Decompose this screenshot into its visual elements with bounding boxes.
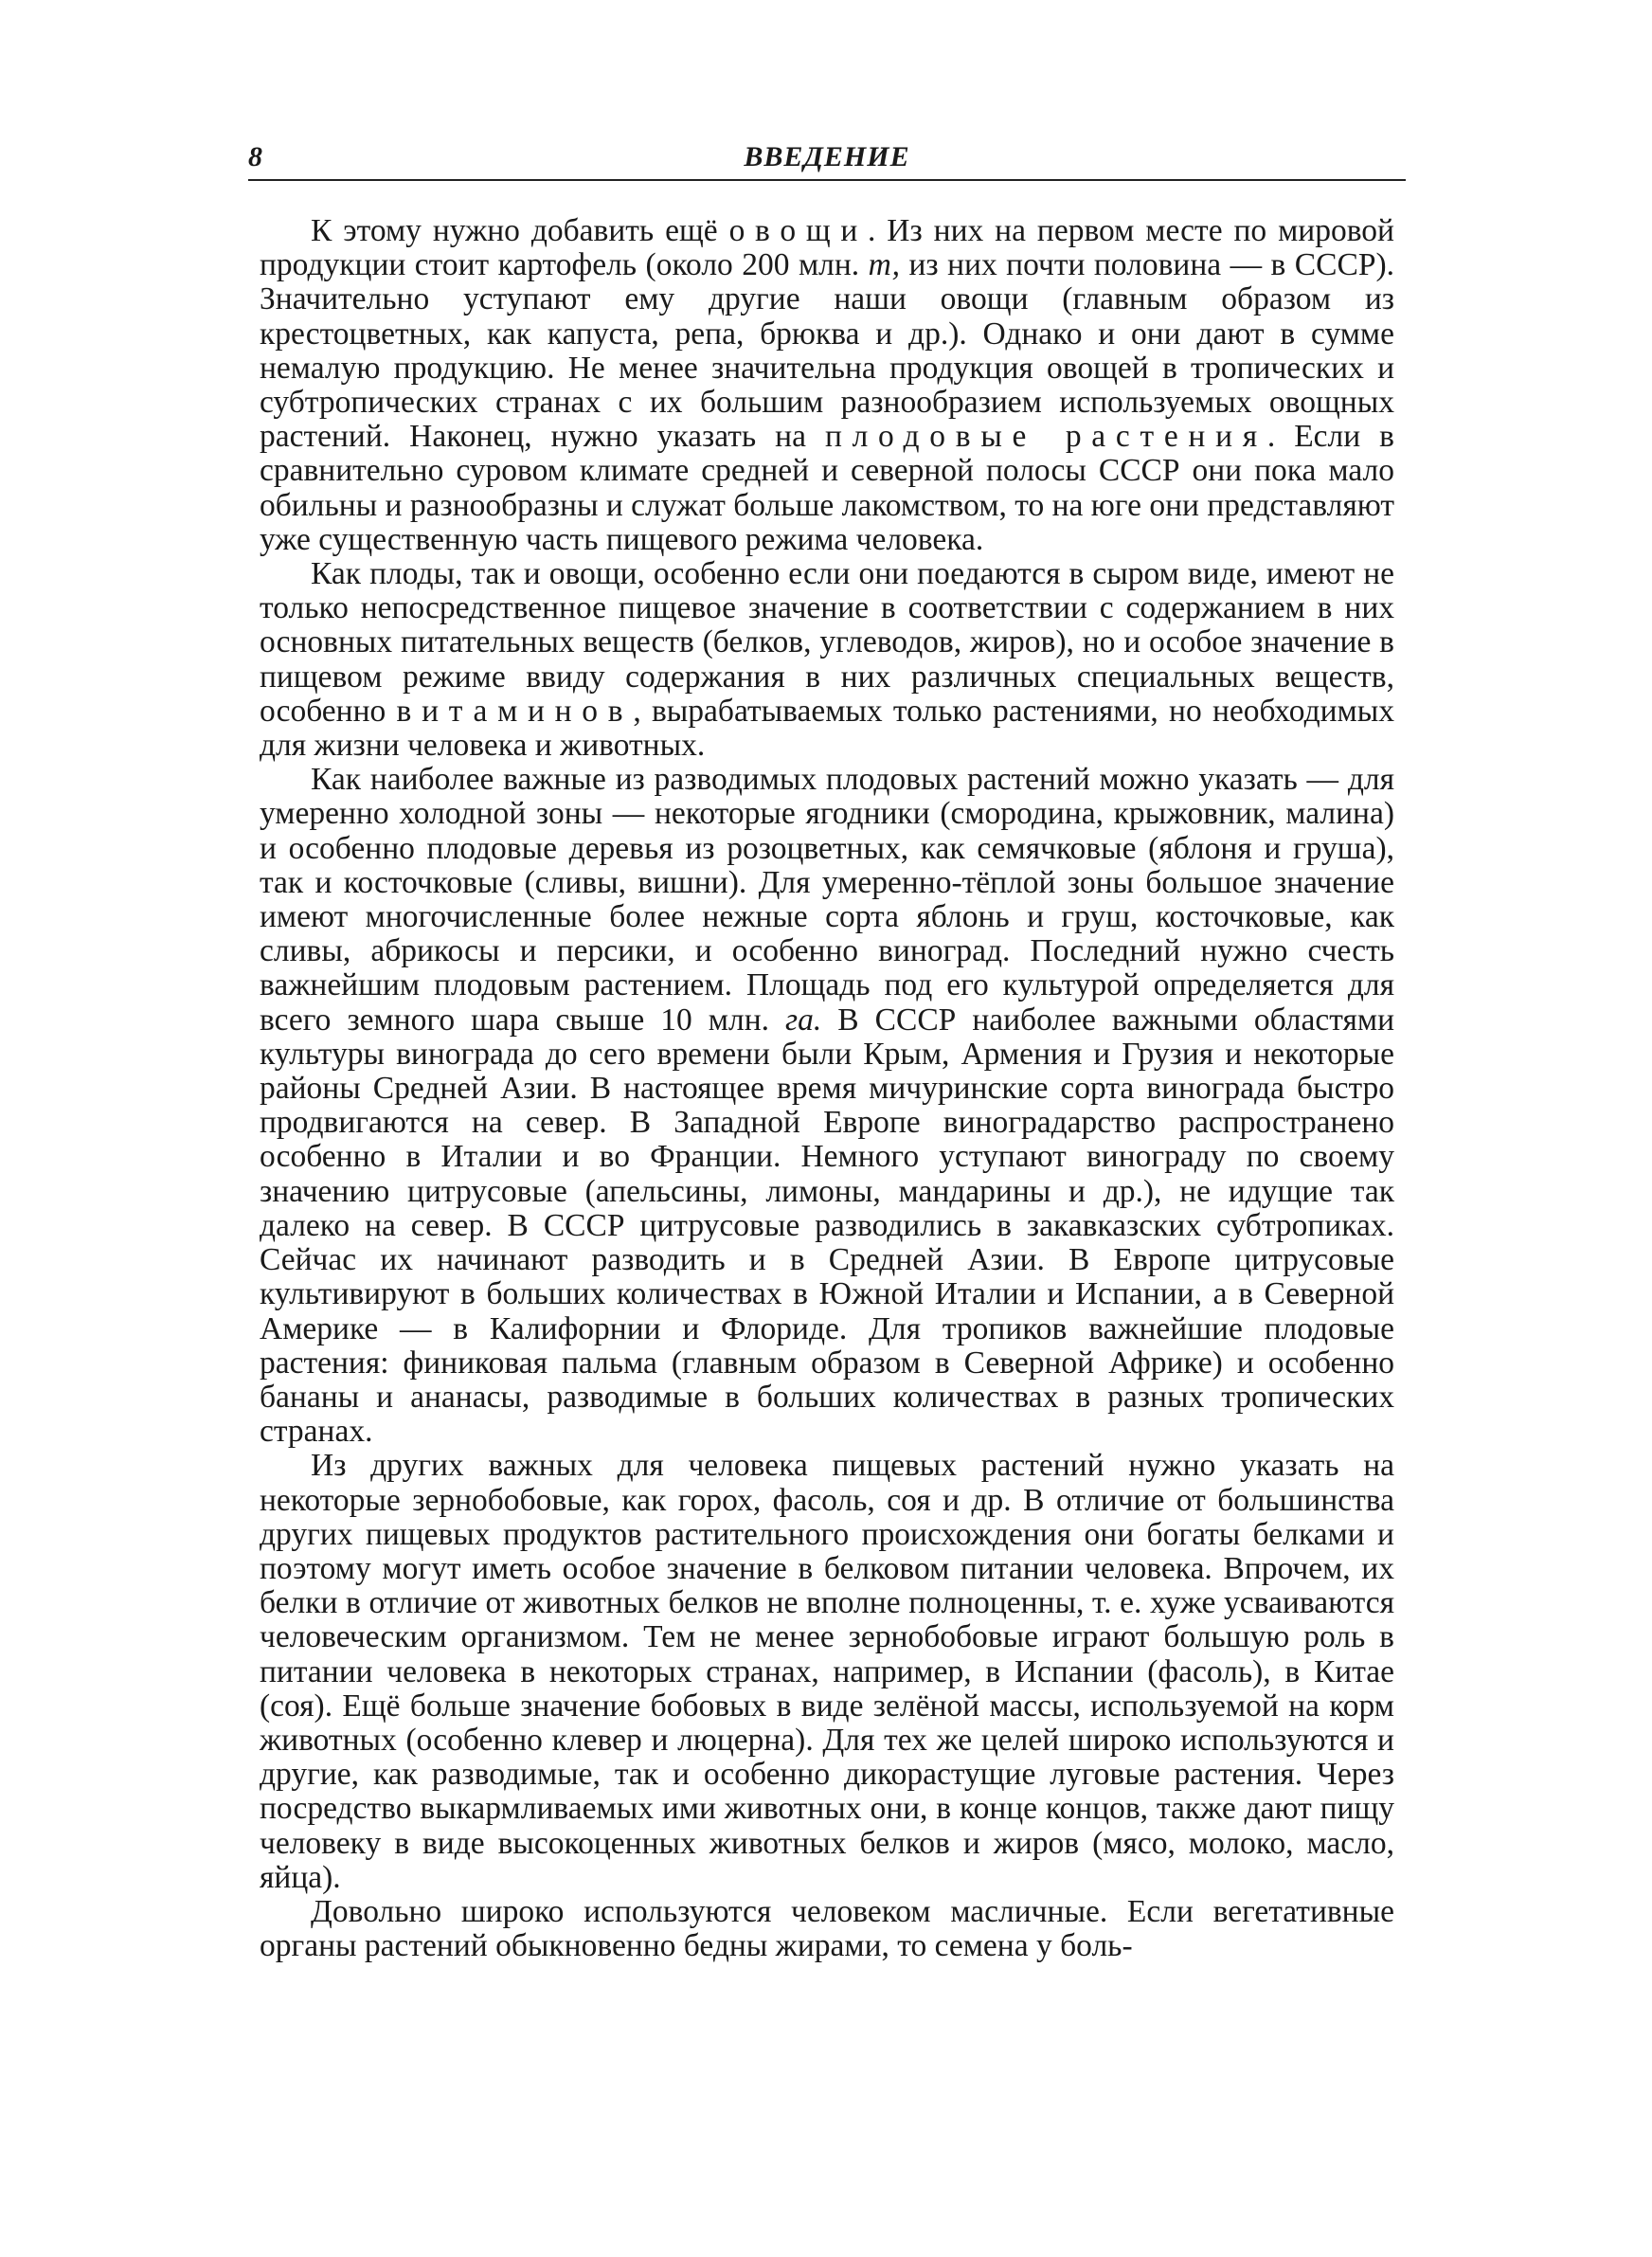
text-run: К этому нужно добавить ещё	[311, 213, 729, 248]
spaced-term-fruit-plants: плодовые растения	[824, 419, 1267, 455]
text-run: . Если в сравнительно суровом климате средней и северной полосы СССР они пока мало обильны и разнообразны и служат больше лакомством, то на юге они представляют уже существенную часть пищевого режима человека.	[260, 419, 1394, 557]
text-run: из них почти половина — в СССР). Значительно уступают ему другие наши овощи (главным образом из крестоцветных, как капуста, репа, брюква и др.). Однако и они дают в сумме немалую продукцию. Не менее значительна продукция овощей в тропических и субтропических странах с их большим разнообразием используемых овощных растений. Наконец, нужно указать на	[260, 247, 1394, 455]
text-run: В СССР наиболее важными областями культуры винограда до сего времени были Крым, Армения и Грузия и некоторые районы Средней Азии. В настоящее время мичуринские сорта винограда быстро продвигаются на север. В Западной Европе виноградарство распространено особенно в Италии и во Франции. Немного уступают винограду по своему значению цитрусовые (апельсины, лимоны, мандарины и др.), не идущие так далеко на север. В СССР цитрусовые разводились в закавказских субтропиках. Сейчас их начинают разводить и в Средней Азии. В Европе цитрусовые культивируют в больших количествах в Южной Италии и Испании, а в Северной Америке — в Калифорнии и Флориде. Для тропиков важнейшие плодовые растения: финиковая пальма (главным образом в Северной Африке) и особенно бананы и ананасы, разводимые в больших количествах в разных тропических странах.	[260, 1002, 1394, 1450]
page-header	[248, 137, 1406, 181]
spaced-term-vitamins: витаминов	[396, 693, 634, 729]
page-number: 8	[248, 141, 262, 172]
paragraph-5: Довольно широко используются человеком масличные. Если вегетативные органы растений обыкновенно бедны жирами, то семена у боль-	[260, 1893, 1394, 1964]
paragraph-2	[260, 557, 1394, 763]
text-run: , вырабатываемых только растениями, но необходимых для жизни человека и животных.	[260, 693, 1394, 764]
italic-unit: т,	[868, 247, 901, 283]
paragraph-3	[260, 763, 1394, 1449]
running-head: ВВЕДЕНИЕ	[744, 141, 910, 172]
body-text	[260, 214, 1394, 1963]
text-run: . Из них на первом месте по мировой продукции стоит картофель (около 200 млн.	[260, 213, 1394, 283]
paragraph-4: Из других важных для человека пищевых растений нужно указать на некоторые зернобобовые, как горох, фасоль, соя и др. В отличие от большинства других пищевых продуктов растительного происхождения они богаты белками и поэтому могут иметь особое значение в белковом питании человека. Впрочем, их белки в отличие от животных белков не вполне полноценны, т. е. хуже усваиваются человеческим организмом. Тем не менее зернобобовые играют большую роль в питании человека в некоторых странах, например, в Испании (фасоль), в Китае (соя). Ещё больше значение бобовых в виде зелёной массы, используемой на корм животных (особенно клевер и люцерна). Для тех же целей широко используются и другие, как разводимые, так и особенно дикорастущие луговые растения. Через посредство выкармливаемых ими животных они, в конце концов, также дают пищу человеку в виде высокоценных животных белков и жиров (мясо, молоко, масло, яйца).	[260, 1448, 1394, 1895]
italic-unit: га.	[785, 1002, 822, 1038]
paragraph-1	[260, 214, 1394, 557]
spaced-term-vegetables: овощи	[728, 213, 868, 248]
text-run: Как наиболее важные из разводимых плодовых растений можно указать — для умеренно холодной зоны — некоторые ягодники (смородина, крыжовник, малина) и особенно плодовые деревья из розоцветных, как семячковые (яблоня и груша), так и косточковые (сливы, вишни). Для умеренно-тёплой зоны большое значение имеют многочисленные более нежные сорта яблонь и груш, косточковые, как сливы, абрикосы и персики, и особенно виноград. Последний нужно счесть важнейшим плодовым растением. Площадь под его культурой определяется для всего земного шара свыше 10 млн.	[260, 762, 1394, 1038]
text-run: Как плоды, так и овощи, особенно если они поедаются в сыром виде, имеют не только непосредственное пищевое значение в соответствии с содержанием в них основных питательных веществ (белков, углеводов, жиров), но и особое значение в пищевом режиме ввиду содержания в них различных специальных веществ, особенно	[260, 556, 1394, 729]
